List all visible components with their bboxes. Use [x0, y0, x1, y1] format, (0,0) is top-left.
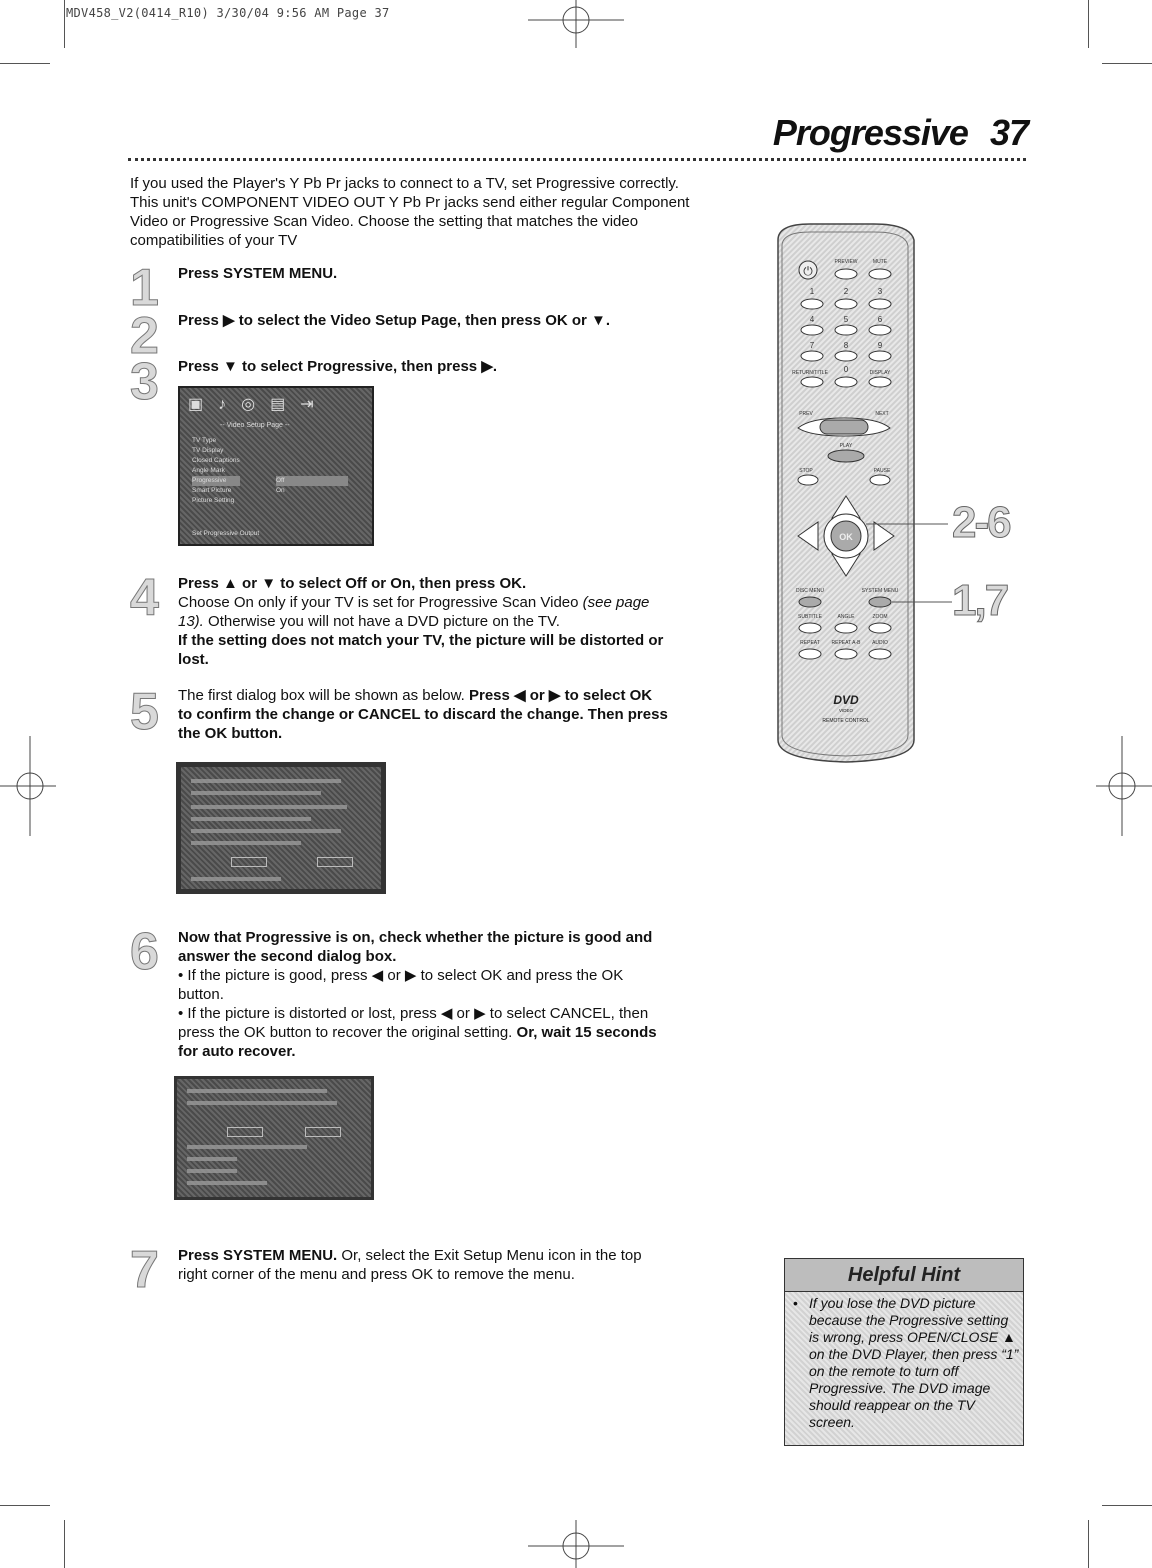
dialog-text-line: [187, 1145, 307, 1149]
step-7-text: [178, 1246, 668, 1284]
video-setup-menu-screenshot: [178, 386, 374, 546]
step-4-instruction: Press ▲ or ▼ to select Off or On, then press OK.: [178, 575, 527, 592]
remote-label: DISPLAY: [869, 370, 891, 376]
dialog-text-line: [191, 841, 301, 845]
option-on: On: [276, 487, 285, 494]
remote-label: RETURN/TITLE: [792, 370, 828, 376]
step-4-warning: If the setting does not match your TV, the picture will be distorted or lost.: [178, 632, 664, 668]
callout-steps-2-6: 2-6: [952, 498, 1010, 547]
step-7-instruction: Press SYSTEM MENU.: [178, 1247, 338, 1264]
step-4-detail-a: Choose On only if your TV is set for Progressive Scan Video: [178, 594, 583, 611]
step-5-instruction: Press ◀ or ▶ to select OK to confirm the change or CANCEL to discard the change. Then press the OK button.: [178, 687, 668, 742]
remote-label: SYSTEM MENU: [861, 588, 899, 594]
dialog-text-line: [191, 791, 321, 795]
menu-item: Smart Picture: [192, 487, 232, 494]
remote-label: NEXT: [875, 411, 889, 417]
remote-label: ZOOM: [872, 614, 888, 620]
dialog-cancel-button: [305, 1127, 341, 1137]
page-number: 37: [989, 112, 1028, 153]
step-7-detail: Or, select the Exit Setup Menu icon in the top right corner of the menu and press OK to remove the menu.: [178, 1247, 642, 1283]
remote-label: SUBTITLE: [798, 614, 822, 620]
dvd-video-logo: VIDEO: [838, 708, 854, 713]
remote-label: 0: [843, 365, 849, 374]
remote-label: PAUSE: [873, 468, 891, 474]
remote-label: MUTE: [872, 259, 888, 265]
dialog-text-line: [191, 779, 341, 783]
menu-title: -- Video Setup Page --: [220, 422, 290, 429]
remote-label: OK: [839, 532, 853, 542]
step-6-instruction: Now that Progressive is on, check whether the picture is good and answer the second dialog box.: [178, 929, 653, 965]
menu-items: [192, 436, 240, 506]
video-setup-icon: ◎: [241, 396, 271, 413]
dialog-text-line: [187, 1157, 237, 1161]
crop-mark: [1102, 1505, 1152, 1506]
print-slug: MDV458_V2(0414_R10) 3/30/04 9:56 AM Page 37: [66, 6, 390, 20]
menu-options: [276, 476, 348, 496]
dialog-text-line: [187, 1169, 237, 1173]
step-4-text: [178, 574, 678, 669]
dialog-footer-line: [187, 1181, 267, 1185]
menu-footer: Set Progressive Output: [192, 530, 260, 537]
step-number: 1: [130, 259, 159, 317]
registration-mark-right: [1092, 736, 1152, 836]
audio-setup-icon: ♪: [218, 396, 242, 413]
crop-mark: [1088, 0, 1089, 48]
menu-item: TV Type: [192, 437, 217, 444]
menu-icon-row: [188, 394, 364, 416]
dialog-footer-line: [191, 877, 281, 881]
step-6-bullet-1: • If the picture is good, press ◀ or ▶ to select OK and press the OK button.: [178, 967, 624, 1003]
crop-mark: [1088, 1520, 1089, 1568]
menu-item: Picture Setting: [192, 497, 235, 504]
step-5-detail: The first dialog box will be shown as below.: [178, 687, 469, 704]
remote-label: 1: [809, 287, 815, 296]
svg-text:⏻: ⏻: [803, 264, 813, 278]
dialog-text-line: [187, 1101, 337, 1105]
remote-label: REPEAT: [800, 640, 820, 646]
step-4-page-ref: (see page 13).: [178, 594, 650, 630]
crop-mark: [0, 63, 50, 64]
dialog-text-line: [191, 829, 341, 833]
preference-icon: ▤: [270, 396, 301, 413]
dialog-ok-button: [231, 857, 267, 867]
menu-item: Angle Mark: [192, 467, 225, 474]
exit-setup-menu-icon: ⇥: [300, 396, 329, 413]
remote-label: 3: [877, 287, 883, 296]
dialog-text-line: [191, 805, 347, 809]
page-title: [773, 112, 1028, 154]
remote-label: PLAY: [839, 443, 853, 449]
step-1-text: Press SYSTEM MENU.: [178, 265, 338, 282]
step-4-detail-b: Otherwise you will not have a DVD picture on the TV.: [203, 613, 560, 630]
remote-label: 4: [809, 315, 815, 324]
step-number: 3: [130, 353, 159, 411]
step-6-auto-recover: Or, wait 15 seconds for auto recover.: [178, 1024, 657, 1060]
remote-label: STOP: [799, 468, 813, 474]
step-6-text: [178, 928, 670, 1061]
general-setup-icon: ▣: [188, 396, 219, 413]
registration-mark-top: [526, 0, 626, 50]
menu-item-progressive: Progressive: [192, 476, 240, 486]
dialog-ok-button: [227, 1127, 263, 1137]
helpful-hint-text: If you lose the DVD picture because the Progressive setting is wrong, press OPEN/CLOSE ▲ on the DVD Player, then press “1” on the remote to turn off Progressive. The DVD image should reappear on the TV screen.: [809, 1295, 1019, 1430]
remote-label: 5: [843, 315, 849, 324]
first-dialog-screenshot: [176, 762, 386, 894]
remote-label: 2: [843, 287, 849, 296]
registration-mark-bottom: [526, 1520, 626, 1568]
remote-label: PREV: [799, 411, 813, 417]
intro-paragraph: If you used the Player's Y Pb Pr jacks to connect to a TV, set Progressive correctly. This unit's COMPONENT VIDEO OUT Y Pb Pr jacks send either regular Component Video or Progressive Scan Video. Choose the setting that matches the video compatibilities of your TV: [130, 175, 690, 249]
remote-label: PREVIEW: [834, 259, 858, 265]
remote-label: 9: [877, 341, 883, 350]
remote-label: REMOTE CONTROL: [822, 718, 870, 724]
step-6-bullet-2-text: • If the picture is distorted or lost, press ◀ or ▶ to select CANCEL, then press the OK button to recover the original setting.: [178, 1005, 649, 1041]
menu-item: TV Display: [192, 447, 224, 454]
dialog-text-line: [191, 817, 311, 821]
step-number: 4: [130, 569, 159, 627]
step-number: 2: [130, 307, 159, 365]
crop-mark: [1102, 63, 1152, 64]
remote-label: 8: [843, 341, 849, 350]
second-dialog-screenshot: [174, 1076, 374, 1200]
step-3-text: Press ▼ to select Progressive, then press ▶.: [178, 358, 498, 375]
step-4-detail: [178, 593, 678, 631]
remote-label: ANGLE: [837, 614, 855, 620]
remote-label: AUDIO: [872, 640, 888, 646]
step-number: 5: [130, 683, 159, 741]
menu-item: Closed Captions: [192, 457, 240, 464]
step-number: 6: [130, 923, 159, 981]
step-2-text: Press ▶ to select the Video Setup Page, then press OK or ▼.: [178, 312, 611, 329]
crop-mark: [64, 1520, 65, 1568]
remote-label: 6: [877, 315, 883, 324]
remote-label: 7: [809, 341, 815, 350]
dvd-logo: DVD: [833, 693, 859, 707]
hint-bullet: •: [793, 1295, 798, 1311]
callout-steps-1-7: 1,7: [952, 576, 1008, 625]
helpful-hint-box: [784, 1258, 1024, 1446]
dialog-text-line: [187, 1089, 327, 1093]
registration-mark-left: [0, 736, 60, 836]
remote-label: DISC MENU: [795, 588, 825, 594]
crop-mark: [64, 0, 65, 48]
step-6-bullet-2: [178, 1004, 670, 1061]
title-divider: [128, 158, 1026, 161]
step-5-text: [178, 686, 668, 743]
helpful-hint-title: Helpful Hint: [785, 1259, 1023, 1292]
step-number: 7: [130, 1241, 159, 1299]
crop-mark: [0, 1505, 50, 1506]
option-off: Off: [276, 476, 348, 486]
dialog-cancel-button: [317, 857, 353, 867]
page-title-text: Progressive: [772, 112, 968, 153]
remote-label: REPEAT A-B: [831, 640, 861, 646]
